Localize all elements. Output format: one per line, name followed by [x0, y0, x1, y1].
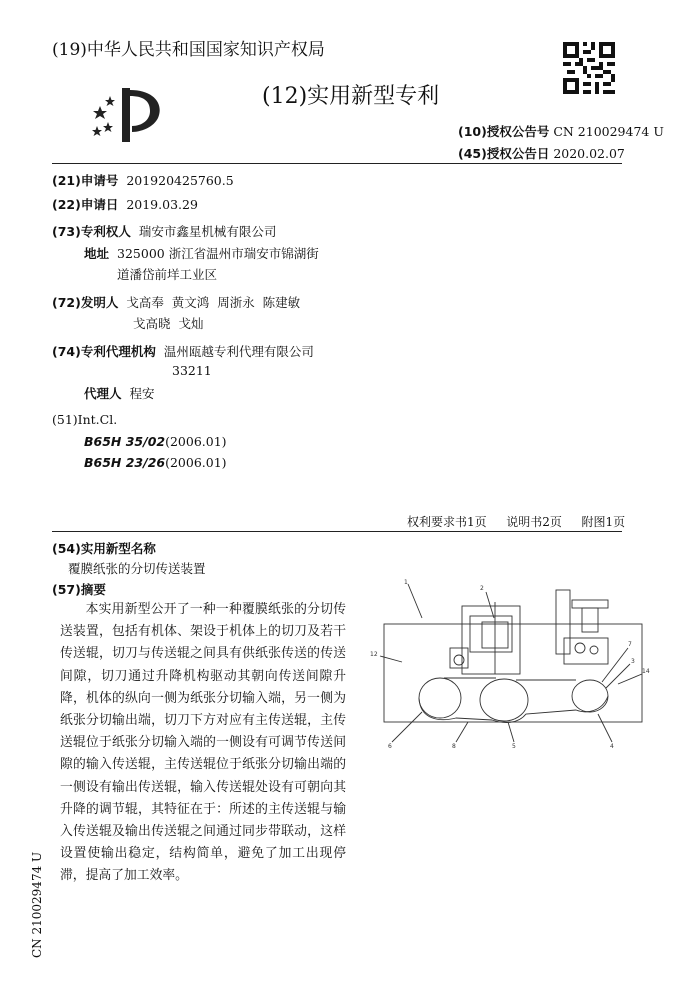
- figure-label: 6: [388, 743, 392, 750]
- header-divider: [52, 163, 622, 164]
- agent: [84, 384, 155, 402]
- ipc-code: B65H 35/02: [84, 434, 166, 449]
- patent-office-name: (19)中华人民共和国国家知识产权局: [52, 40, 325, 60]
- address: [84, 244, 319, 262]
- agency-code: 33211: [172, 363, 212, 378]
- publication-number: [458, 122, 664, 140]
- leader-line: [606, 664, 630, 688]
- app-date-value: 2019.03.29: [126, 197, 198, 212]
- application-date: [52, 195, 198, 213]
- app-no-value: 201920425760.5: [126, 173, 234, 188]
- section-divider: [52, 531, 622, 532]
- cnipa-logo-icon: [92, 84, 167, 144]
- output-gear-2: [590, 646, 598, 654]
- int-cl-label: (51)Int.Cl.: [52, 412, 118, 427]
- ipc-class-1: [84, 434, 227, 449]
- patent-agency: [52, 342, 314, 360]
- agent-label: 代理人: [84, 386, 122, 401]
- figure-label: 7: [628, 641, 632, 648]
- app-date-label: (22)申请日: [52, 197, 119, 212]
- ipc-code: B65H 23/26: [84, 455, 166, 470]
- abstract-label: (57)摘要: [52, 582, 106, 597]
- patentee: [52, 222, 276, 240]
- machine-drawing: [366, 578, 662, 750]
- ipc-year: (2006.01): [165, 455, 227, 470]
- leader-line: [486, 592, 494, 618]
- output-housing: [564, 638, 608, 664]
- inventors-line-1: 戈高奉 黄文鸿 周浙永 陈建敏: [126, 295, 301, 310]
- leader-line: [380, 656, 402, 662]
- motor-block: [582, 608, 598, 632]
- leader-line: [456, 722, 468, 742]
- figure-label: 4: [610, 743, 614, 750]
- motor-arm: [572, 600, 608, 608]
- leader-line: [508, 722, 514, 742]
- figure-label: 12: [370, 651, 378, 658]
- figure-label: 5: [512, 743, 516, 750]
- adjust-roller: [454, 655, 464, 665]
- leader-line: [392, 712, 422, 742]
- inventors: [52, 293, 300, 311]
- pub-date-value: 2020.02.07: [553, 146, 625, 161]
- cutter-panel: [470, 616, 512, 652]
- figure-label: 3: [631, 658, 635, 665]
- leader-line: [618, 674, 642, 684]
- pub-no-value: CN 210029474 U: [553, 124, 664, 139]
- document-type: (12)实用新型专利: [262, 84, 440, 109]
- leader-line: [408, 584, 422, 618]
- input-conveying-roller: [419, 678, 461, 718]
- figure-label: 1: [404, 579, 408, 586]
- figure-label: 2: [480, 585, 484, 592]
- agent-value: 程安: [129, 386, 155, 401]
- app-no-label: (21)申请号: [52, 173, 119, 188]
- inventors-label: (72)发明人: [52, 295, 119, 310]
- agency-line-1: 温州瓯越专利代理有限公司: [163, 344, 314, 359]
- qr-code-icon: [563, 42, 615, 94]
- output-column: [556, 590, 570, 654]
- ipc-year: (2006.01): [165, 434, 227, 449]
- main-conveying-roller: [480, 679, 528, 721]
- address-line-1: 325000 浙江省温州市瑞安市锦湖街: [117, 246, 319, 261]
- patentee-label: (73)专利权人: [52, 224, 131, 239]
- side-publication-number: CN 210029474 U: [30, 851, 44, 958]
- output-conveying-roller: [572, 680, 608, 712]
- title-label: (54)实用新型名称: [52, 541, 156, 556]
- page-counts: 权利要求书1页 说明书2页 附图1页: [407, 515, 626, 529]
- ipc-class-2: [84, 455, 227, 470]
- utility-model-title: 覆膜纸张的分切传送装置: [68, 561, 206, 576]
- publication-date: [458, 144, 625, 162]
- abstract-text: 本实用新型公开了一种一种覆膜纸张的分切传送装置，包括有机体、架设于机体上的切刀及若干传送辊，切刀与传送辊之间具有供纸张传送的传送间隙，切刀通过升降机构驱动其朝向传送间隙升降，机体的纵向一侧为纸张分切输入端，另一侧为纸张分切输出端，切刀下方对应有主传送辊，主传送辊位于纸张分切输入端的一侧设有可调节传送间隙的输入传送辊，主传送辊位于纸张分切输出端的一侧设有输出传送辊，输入传送辊处设有可朝向其升降的调节辊，其特征在于：所述的主传送辊与输入传送辊及输出传送辊之间通过同步带联动，这样设置使输出稳定，结构简单，避免了加工出现停滞，提高了加工效率。: [60, 602, 346, 884]
- leader-line: [598, 714, 612, 742]
- inventors-line-2: 戈高晓 戈灿: [133, 316, 204, 331]
- output-gear: [575, 643, 585, 653]
- pub-no-label: (10)授权公告号: [458, 124, 550, 139]
- application-number: [52, 171, 234, 189]
- address-label: 地址: [84, 246, 110, 261]
- figure-label: 14: [642, 668, 650, 675]
- pub-date-label: (45)授权公告日: [458, 146, 550, 161]
- figure-label: 8: [452, 743, 456, 750]
- address-line-2: 道潘岱前垟工业区: [117, 267, 218, 282]
- agency-label: (74)专利代理机构: [52, 344, 156, 359]
- patentee-value: 瑞安市鑫星机械有限公司: [138, 224, 277, 239]
- leader-line: [602, 648, 628, 682]
